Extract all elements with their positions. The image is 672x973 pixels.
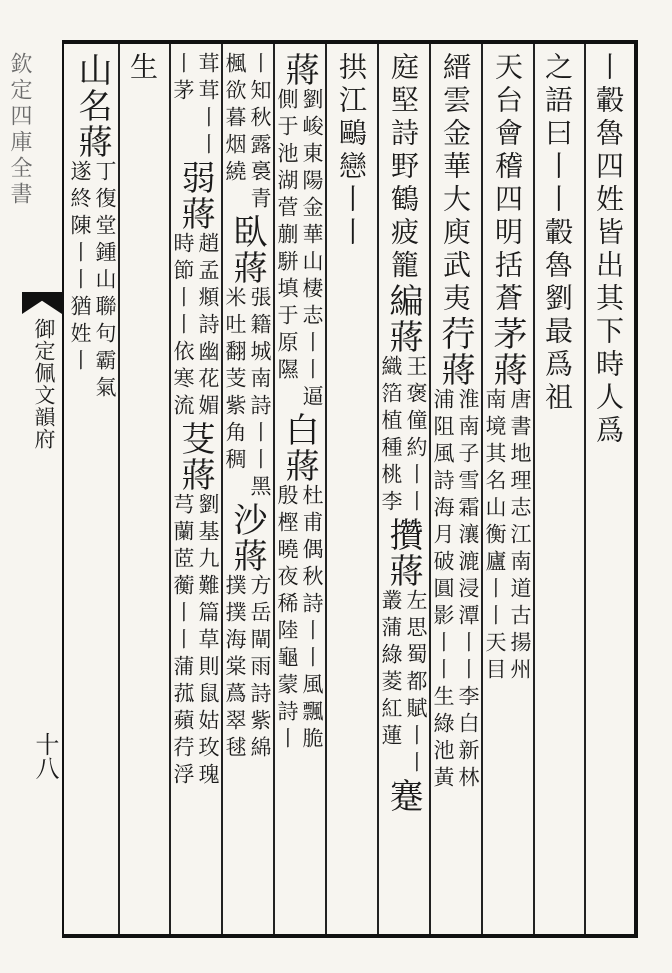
- column-stack: [172, 52, 218, 932]
- headword: 山名蔣: [72, 52, 112, 160]
- headword: 臥蔣: [227, 214, 267, 286]
- annotation-pair: [67, 160, 117, 403]
- headword: 白蔣: [279, 412, 319, 484]
- annotation-left: 側于池湖菅蒯駢填于原隰: [275, 88, 299, 385]
- annotation-right: 丁復堂鍾山聯句霸氣: [93, 160, 117, 403]
- headword: 編蔣: [383, 283, 423, 355]
- annotation-left: 殷樫曉夜稀陸龜蒙詩丨: [275, 484, 299, 754]
- annotation-right: 王褒僮約丨丨: [404, 355, 428, 517]
- text-column: [276, 52, 322, 932]
- annotation-left: 撲撲海棠蔿翠毬: [223, 574, 247, 763]
- text-column: [69, 52, 115, 932]
- main-text: 天台會稽四明括蒼: [491, 52, 524, 316]
- text-column: [587, 52, 632, 932]
- annotation-pair: [170, 232, 220, 421]
- annotation-right: 茸茸丨丨: [196, 52, 220, 160]
- main-text: 庭堅詩野鶴疲籠: [387, 52, 420, 283]
- headword: 攢蔣: [383, 517, 423, 589]
- annotation-right: 張籍城南詩丨丨黑: [248, 286, 272, 502]
- annotation-pair: [274, 88, 324, 412]
- annotation-left: 南境其名山衡廬丨丨天目: [483, 388, 507, 685]
- annotation-pair: [430, 388, 480, 793]
- annotation-left: 丨茅: [171, 52, 195, 106]
- text-column: [432, 52, 478, 932]
- annotation-left: 織箔植種桃李: [379, 355, 403, 517]
- annotation-right: 唐書地理志江南道古揚州: [508, 388, 532, 685]
- annotation-pair: [222, 574, 272, 763]
- main-text: 丨轂魯四姓皆出其下時人爲: [592, 52, 625, 448]
- annotation-pair: [170, 493, 220, 790]
- annotation-pair: [274, 484, 324, 754]
- text-column: [121, 52, 166, 932]
- annotation-pair: [378, 589, 428, 778]
- column-stack: [224, 52, 270, 932]
- margin-book-title: 御定佩文韻府: [32, 318, 56, 450]
- annotation-right: 劉峻東陽金華山棲志丨丨逼: [300, 88, 324, 412]
- annotation-left: 米吐翻芰紫角稠: [223, 286, 247, 475]
- text-column: [536, 52, 581, 932]
- main-text: 之語曰丨丨轂魯劉最爲祖: [541, 52, 574, 415]
- text-column: [380, 52, 426, 932]
- headword: 芟蔣: [175, 421, 215, 493]
- headword: 蔣: [279, 52, 319, 88]
- text-column: [328, 52, 374, 932]
- text-column: [224, 52, 270, 932]
- headword: 弱蔣: [175, 160, 215, 232]
- annotation-right: 淮南子雪霜瀼漉浸潭丨丨李白新林: [456, 388, 480, 793]
- annotation-pair: [222, 286, 272, 502]
- main-text: 拱江鷗戀丨丨: [335, 52, 368, 250]
- column-stack: [328, 52, 374, 932]
- main-text: 生: [126, 52, 159, 85]
- column-stack: [276, 52, 322, 932]
- text-column: [172, 52, 218, 932]
- annotation-left: 芎蘭茝蘅丨丨蒲菰蘋荇浮: [171, 493, 195, 790]
- headword: 茅蔣: [487, 316, 527, 388]
- annotation-left: 楓欲暮烟繞: [223, 52, 247, 187]
- annotation-left: 時節丨丨依寒流: [171, 232, 195, 421]
- annotation-pair: [222, 52, 272, 214]
- annotation-right: 左思蜀都賦丨丨: [404, 589, 428, 778]
- annotation-right: 丨知秋露裛青: [248, 52, 272, 214]
- annotation-left: 遂終陳丨丨猶姓丨: [68, 160, 92, 376]
- text-column: [484, 52, 530, 932]
- annotation-right: 杜甫偶秋詩丨丨風飄脆: [300, 484, 324, 754]
- annotation-pair: [170, 52, 220, 160]
- headword: 荇蔣: [435, 316, 475, 388]
- column-stack: [484, 52, 530, 932]
- annotation-right: 趙孟頫詩幽花媚: [196, 232, 220, 421]
- annotation-pair: [482, 388, 532, 685]
- margin-page-number: 十八: [31, 732, 59, 780]
- column-stack: [380, 52, 426, 932]
- annotation-left: 浦阻風詩海月破圓影丨丨生綠池黃: [431, 388, 455, 793]
- annotation-pair: [378, 355, 428, 517]
- fishtail-mark-icon: [22, 292, 62, 314]
- annotation-left: 叢蒲綠菱紅蓮: [379, 589, 403, 751]
- column-stack: [432, 52, 478, 932]
- headword: 沙蔣: [227, 502, 267, 574]
- annotation-right: 劉基九難篇草則鼠姑玫瑰: [196, 493, 220, 790]
- annotation-right: 方岳閘雨詩紫綿: [248, 574, 272, 763]
- column-stack: [69, 52, 115, 932]
- main-text: 縉雲金華大庾武夷: [439, 52, 472, 316]
- margin-collection-title: 欽定四庫全書: [7, 52, 32, 208]
- headword: 蹇: [383, 778, 423, 814]
- text-columns: [66, 52, 632, 932]
